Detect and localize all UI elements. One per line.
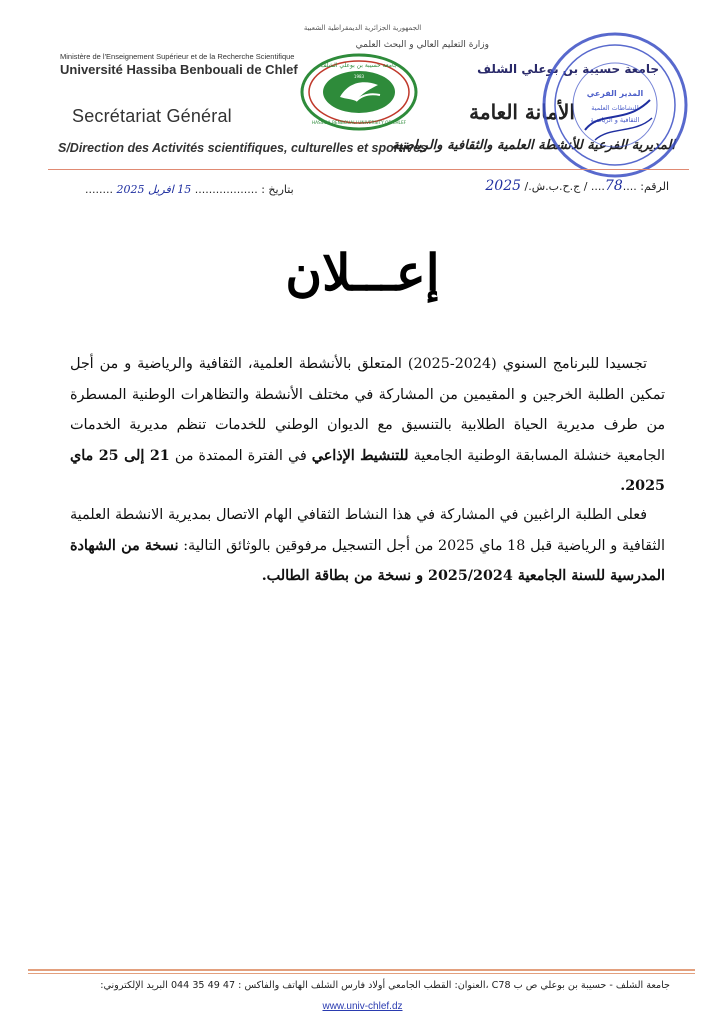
footer-divider (28, 969, 695, 971)
reference-line: الرقم: ....78.... / ج.ح.ب.ش./ 2025 (485, 178, 669, 194)
logo-french-text: HASSIBA BENBOUALI UNIVERSITY OF CHLEF (311, 121, 407, 126)
date-handwritten: 15 افريل 2025 (116, 183, 192, 196)
p2-bold-docs: نسخة من الشهادة المدرسية للسنة الجامعية 2025/2024 و نسخة من بطاقة الطالب. (70, 537, 665, 584)
footer-website-link[interactable]: www.univ-chlef.dz (322, 1001, 403, 1012)
footer-address: جامعة الشلف - حسيبة بن بوعلي ص ب C78 ،العنوان: القطب الجامعي أولاد فارس الشلف الهاتف والفاكس : 47 49 35 044 البريد الإلكتروني: (100, 980, 670, 991)
svg-text:الثقافية و الرياضية: الثقافية و الرياضية (590, 116, 640, 124)
p1-mid-text: في الفترة الممتدة من (174, 447, 307, 464)
subdirectorate-fr: S/Direction des Activités scientifiques, culturelles et sportives (58, 141, 428, 155)
p1-bold-activity: للتنشيط الإذاعي (311, 447, 409, 464)
subdirectorate-ar: المديرية الفرعية للأنشطة العلمية والثقافية والرياضية (392, 138, 675, 153)
university-logo (300, 53, 418, 131)
p2-text: فعلى الطلبة الراغبين في المشاركة في هذا النشاط الثقافي الهام الاتصال بمديرية الانشطة العلمية الثقافية و الرياضية قبل 18 ماي 2025 من أجل التسجيل مرفوقين بالوثائق التالية: (70, 507, 665, 554)
republic-header: الجمهورية الجزائرية الديمقراطية الشعبية (303, 24, 422, 32)
official-stamp (540, 30, 690, 180)
ministry-fr: Ministère de l'Enseignement Supérieur et de la Recherche Scientifique (60, 52, 295, 61)
secretariat-ar: الأمانة العامة (469, 100, 575, 124)
date-line: بتاريخ : .................. 15 افريل 2025 ........ (85, 183, 294, 196)
p1-bold-dates: 21 إلى 25 ماي 2025. (70, 447, 665, 494)
ref-label: الرقم: (640, 180, 669, 193)
svg-text:للنشاطات العلمية: للنشاطات العلمية (591, 104, 639, 112)
logo-year: 1983 (353, 74, 365, 79)
university-fr: Université Hassiba Benbouali de Chlef (60, 62, 298, 77)
paragraph-1 (70, 349, 665, 502)
date-label: بتاريخ : (261, 183, 294, 196)
ref-middle: / ج.ح.ب.ش./ (524, 180, 588, 193)
ref-year: 2025 (485, 178, 522, 194)
ref-number: 78 (604, 178, 623, 194)
secretariat-fr: Secrétariat Général (72, 106, 232, 126)
svg-text:المدير الفرعي: المدير الفرعي (586, 89, 644, 98)
ministry-ar: وزارة التعليم العالي و البحث العلمي (355, 40, 489, 50)
header-divider (48, 169, 689, 170)
announcement-title: إعـــلان (285, 243, 440, 302)
paragraph-2 (70, 500, 665, 592)
logo-arabic-text: جامعة حسيبة بن بوعلي الشلف (320, 62, 398, 69)
footer-divider-thin (28, 973, 695, 974)
university-ar: جامعة حسيبة بن بوعلي الشلف (477, 62, 659, 76)
p1-text: تجسيدا للبرنامج السنوي (2024-2025) المتعلق بالأنشطة العلمية، الثقافية والرياضية و من أجل تمكين الطلبة الخرجين و المقيمين من المشاركة في مختلف الأنشطة والتظاهرات الوطنية المسطرة من طرف مديرية الحياة الطلابية بالتنسيق مع الديوان الوطني للخدمات تنظم مديرية الخدمات الجامعية خنشلة المسابقة الوطنية الجامعية (70, 356, 666, 464)
